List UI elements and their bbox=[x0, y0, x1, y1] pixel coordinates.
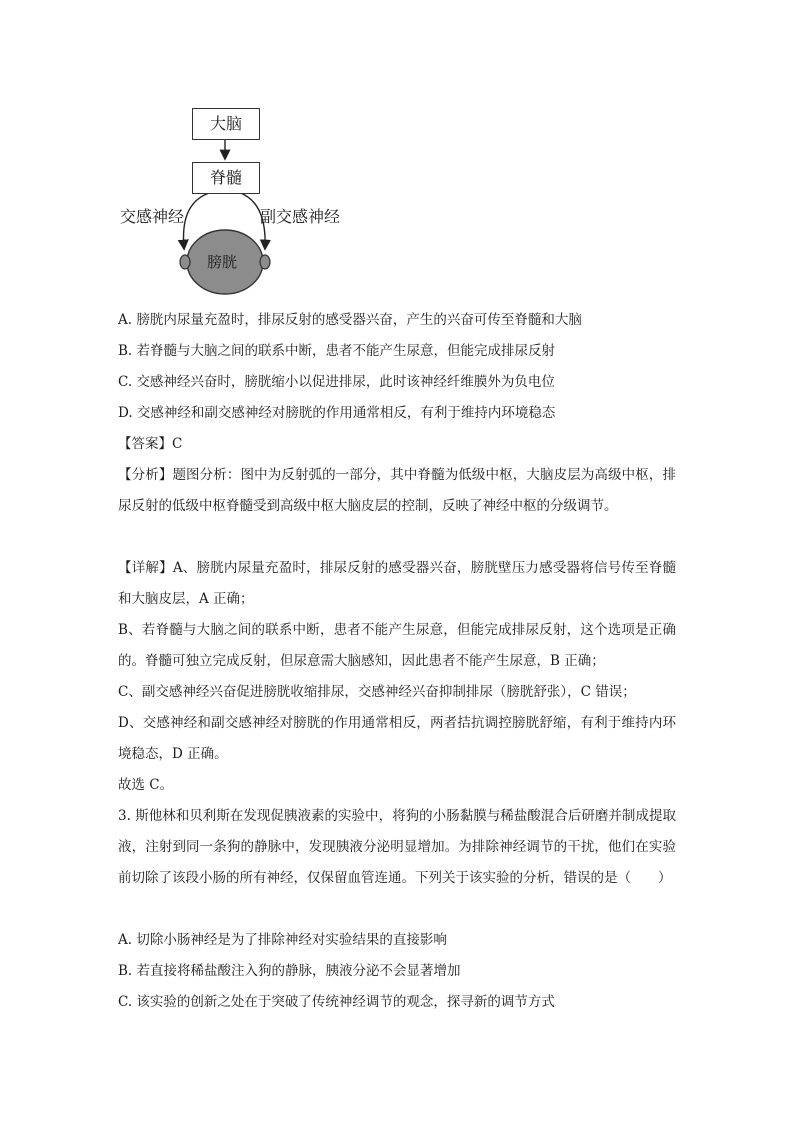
right-receptor bbox=[260, 255, 270, 269]
option-c: C. 交感神经兴奋时，膀胱缩小以促进排尿，此时该神经纤维膜外为负电位 bbox=[118, 374, 555, 390]
brain-box: 大脑 bbox=[192, 108, 260, 140]
reflex-arc-diagram bbox=[110, 100, 370, 300]
detail-b: B、若脊髓与大脑之间的联系中断，患者不能产生尿意，但能完成排尿反射，这个选项是正确的。脊髓可独立完成反射，但尿意需大脑感知，因此患者不能产生尿意，B 正确； bbox=[118, 622, 676, 669]
left-receptor bbox=[180, 255, 190, 269]
analysis: 【分析】题图分析：图中为反射弧的一部分，其中脊髓为低级中枢，大脑皮层为高级中枢，排尿反射的低级中枢脊髓受到高级中枢大脑皮层的控制，反映了神经中枢的分级调节。 bbox=[118, 467, 676, 514]
answer: 【答案】C bbox=[118, 436, 183, 452]
option-b: B. 若脊髓与大脑之间的联系中断，患者不能产生尿意，但能完成排尿反射 bbox=[118, 343, 556, 359]
q3-stem: 3. 斯他林和贝利斯在发现促胰液素的实验中，将狗的小肠黏膜与稀盐酸混合后研磨并制成提取液，注射到同一条狗的静脉中，发现胰液分泌明显增加。为排除神经调节的干扰，他们在实验前切除了该段小肠的所有神经，仅保留血管连通。下列关于该实验的分析，错误的是（ ） bbox=[118, 808, 676, 886]
detail-a: 【详解】A、膀胱内尿量充盈时，排尿反射的感受器兴奋，膀胱壁压力感受器将信号传至脊髓和大脑皮层，A 正确； bbox=[118, 560, 676, 607]
detail-d: D、交感神经和副交感神经对膀胱的作用通常相反，两者拮抗调控膀胱舒缩，有利于维持内环境稳态，D 正确。 bbox=[118, 715, 676, 762]
option-d: D. 交感神经和副交感神经对膀胱的作用通常相反，有利于维持内环境稳态 bbox=[118, 405, 556, 421]
spinal-cord-box: 脊髓 bbox=[192, 162, 260, 194]
q3-option-b: B. 若直接将稀盐酸注入狗的静脉，胰液分泌不会显著增加 bbox=[118, 963, 461, 979]
bladder-label: 膀胱 bbox=[207, 253, 238, 271]
detail-c: C、副交感神经兴奋促进膀胱收缩排尿，交感神经兴奋抑制排尿（膀胱舒张），C 错误； bbox=[118, 684, 636, 700]
option-a: A. 膀胱内尿量充盈时，排尿反射的感受器兴奋，产生的兴奋可传至脊髓和大脑 bbox=[118, 312, 582, 328]
q3-option-c: C. 该实验的创新之处在于突破了传统神经调节的观念，探寻新的调节方式 bbox=[118, 994, 555, 1010]
q3-option-a: A. 切除小肠神经是为了排除神经对实验结果的直接影响 bbox=[118, 932, 447, 948]
sympathetic-label: 交感神经 bbox=[120, 207, 185, 226]
parasympathetic-label: 副交感神经 bbox=[260, 207, 341, 226]
conclusion: 故选 C。 bbox=[118, 777, 174, 793]
